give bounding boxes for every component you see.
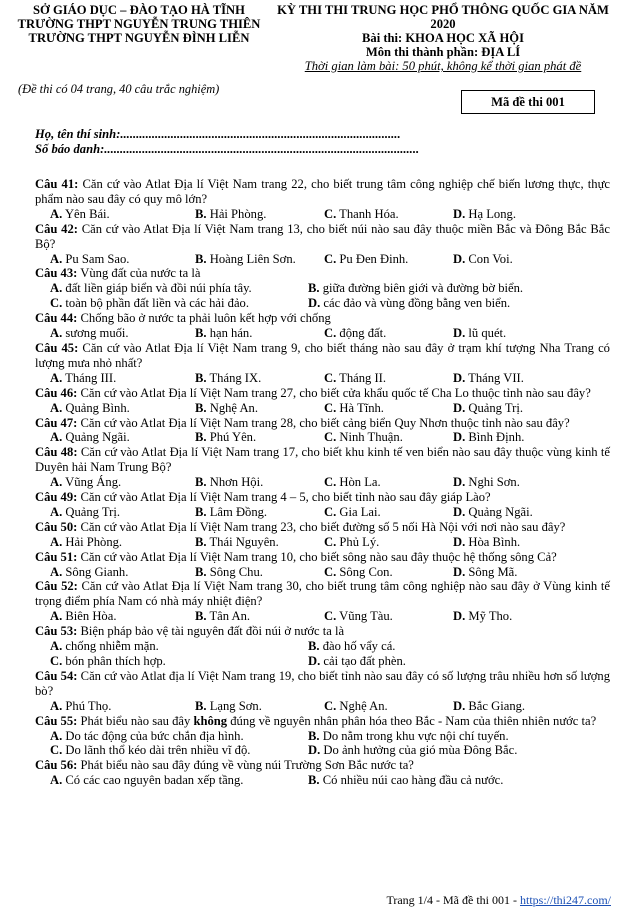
question-text: Căn cứ vào Atlat Địa lí Việt Nam trang 22, cho biết trung tâm công nghiệp chế biến lương thực, thực phẩm nào sau đây có quy mô lớn? <box>35 177 610 206</box>
answer-option[interactable] <box>50 609 195 624</box>
question-stem <box>35 222 610 252</box>
question-label: Câu 55: <box>35 713 78 728</box>
answer-options <box>35 281 610 311</box>
answer-option[interactable] <box>324 252 453 267</box>
option-text: Pu Đen Đinh. <box>339 251 409 266</box>
question-stem <box>35 177 610 207</box>
question-text: Căn cứ vào Atlat Địa lí Việt Nam trang 17, cho biết khu kinh tế ven biển nào sau đây thuộc vùng kinh tế Duyên hải Nam Trung Bộ? <box>35 445 611 475</box>
option-letter: C. <box>324 251 337 266</box>
answer-option[interactable] <box>50 639 308 654</box>
answer-option[interactable] <box>195 475 324 490</box>
answer-option[interactable] <box>50 654 308 669</box>
option-text: Nghi Sơn. <box>468 475 520 490</box>
question-label: Câu 54: <box>35 668 78 683</box>
answer-options <box>35 326 610 341</box>
question <box>35 266 610 311</box>
question-label: Câu 47: <box>35 415 78 430</box>
answer-option[interactable] <box>324 505 453 520</box>
question-stem <box>35 579 610 609</box>
answer-option[interactable] <box>453 430 603 445</box>
option-letter: D. <box>453 564 466 579</box>
answer-option[interactable] <box>195 326 324 341</box>
answer-option[interactable] <box>195 505 324 520</box>
option-letter: D. <box>453 251 466 266</box>
answer-options <box>35 699 610 714</box>
answer-option[interactable] <box>453 475 603 490</box>
question <box>35 669 610 714</box>
option-letter: B. <box>308 639 320 654</box>
answer-options <box>35 609 610 624</box>
question-text: Chống bão ở nước ta phải luôn kết hợp với chống <box>77 311 331 326</box>
answer-option[interactable] <box>50 773 308 788</box>
answer-option[interactable] <box>308 773 608 788</box>
question-text: đúng về nguyên nhân phân hóa theo Bắc - Nam của thiên nhiên nước ta? <box>227 713 597 728</box>
exam-header <box>268 3 618 73</box>
answer-options <box>35 639 610 669</box>
answer-option[interactable] <box>324 326 453 341</box>
answer-option[interactable] <box>308 729 608 744</box>
option-text: giữa đường biên giới và đường bờ biển. <box>322 281 524 296</box>
question-text: Căn cứ vào Atlat Địa lí Việt Nam trang 30, cho biết trung tâm công nghiệp nào sau đây ở Vùng kinh tế trọng điểm phía Nam có nhà máy nhiệt điện? <box>35 579 610 609</box>
school-name-1: TRƯỜNG THPT NGUYỄN TRUNG THIÊN <box>17 17 261 31</box>
question <box>35 490 610 520</box>
option-letter: B. <box>195 698 207 713</box>
answer-option[interactable] <box>453 207 603 222</box>
question-stem <box>35 386 610 401</box>
option-letter: B. <box>308 728 320 743</box>
option-text: Hòn La. <box>339 475 381 490</box>
question-stem <box>35 550 610 565</box>
question <box>35 222 610 267</box>
answer-option[interactable] <box>324 565 453 580</box>
answer-option[interactable] <box>50 505 195 520</box>
option-letter: A. <box>50 370 63 385</box>
option-text: Hải Phòng. <box>209 206 267 221</box>
option-text: Thái Nguyên. <box>209 534 279 549</box>
option-letter: B. <box>195 504 207 519</box>
question <box>35 386 610 416</box>
option-letter: C. <box>324 609 337 624</box>
answer-options <box>35 729 610 759</box>
option-text: Con Voi. <box>468 251 513 266</box>
question-stem <box>35 416 610 431</box>
option-letter: B. <box>195 564 207 579</box>
answer-options <box>35 535 610 550</box>
option-letter: A. <box>50 564 63 579</box>
exam-name: Bài thi: KHOA HỌC XÃ HỘI <box>362 31 524 45</box>
option-letter: B. <box>195 609 207 624</box>
question-stem <box>35 341 610 371</box>
option-text: chống nhiễm mặn. <box>65 639 159 654</box>
page-footer <box>386 893 611 908</box>
option-text: Tân An. <box>209 609 251 624</box>
option-text: Tháng II. <box>339 370 387 385</box>
option-text: Tháng IX. <box>209 370 262 385</box>
answer-option[interactable] <box>324 401 453 416</box>
candidate-info <box>35 127 419 157</box>
answer-option[interactable] <box>195 252 324 267</box>
option-letter: B. <box>195 430 207 445</box>
option-letter: C. <box>324 504 337 519</box>
candidate-id-line: Số báo danh:.................................................................................................... <box>35 142 420 156</box>
option-text: Hà Tĩnh. <box>339 400 384 415</box>
option-letter: C. <box>324 534 337 549</box>
question-label: Câu 49: <box>35 490 78 505</box>
option-text: Yên Bái. <box>64 206 110 221</box>
question <box>35 416 610 446</box>
option-letter: C. <box>324 564 337 579</box>
question-text: Biện pháp bảo vệ tài nguyên đất đồi núi ở nước ta là <box>77 624 345 639</box>
answer-option[interactable] <box>195 565 324 580</box>
answer-option[interactable] <box>324 371 453 386</box>
question-text: Phát biểu nào sau đây <box>77 713 194 728</box>
question-label: Câu 52: <box>35 579 78 594</box>
option-text: Phú Yên. <box>209 430 257 445</box>
answer-option[interactable] <box>453 252 603 267</box>
answer-option[interactable] <box>453 609 603 624</box>
question-text: Căn cứ vào Atlat Địa lí Việt Nam trang 10, cho biết sông nào sau đây thuộc hệ thống sông Cả? <box>77 549 557 564</box>
school-header <box>8 3 270 45</box>
option-letter: C. <box>324 400 337 415</box>
option-text: Hải Phòng. <box>65 534 123 549</box>
option-text: đào hố vẩy cá. <box>322 639 396 654</box>
answer-option[interactable] <box>453 699 603 714</box>
question-text: Vùng đất của nước ta là <box>77 266 201 281</box>
answer-options <box>35 565 610 580</box>
option-letter: A. <box>50 534 63 549</box>
answer-option[interactable] <box>453 371 603 386</box>
answer-option[interactable] <box>50 565 195 580</box>
question-stem <box>35 445 610 475</box>
option-text: Quảng Trị. <box>65 504 120 519</box>
question <box>35 520 610 550</box>
answer-options <box>35 207 610 222</box>
answer-option[interactable] <box>50 371 195 386</box>
answer-option[interactable] <box>324 207 453 222</box>
option-text: Bình Định. <box>468 430 525 445</box>
question-label: Câu 45: <box>35 340 79 355</box>
option-text: các đảo và vùng đồng bằng ven biển. <box>323 296 511 311</box>
answer-option[interactable] <box>308 296 608 311</box>
answer-option[interactable] <box>50 207 195 222</box>
option-text: đất liền giáp biển và đồi núi phía tây. <box>65 281 252 296</box>
answer-option[interactable] <box>50 430 195 445</box>
answer-option[interactable] <box>195 535 324 550</box>
option-text: bón phân thích hợp. <box>65 654 166 668</box>
option-text: Hoàng Liên Sơn. <box>209 251 296 266</box>
option-text: Nhơn Hội. <box>209 475 264 490</box>
answer-option[interactable] <box>195 430 324 445</box>
question <box>35 624 610 669</box>
option-letter: D. <box>453 475 466 490</box>
option-text: Pu Sam Sao. <box>65 251 130 266</box>
question-label: Câu 44: <box>35 311 78 326</box>
option-letter: C. <box>324 430 337 445</box>
option-letter: B. <box>195 370 207 385</box>
question-text: Căn cứ vào Atlat Địa lí Việt Nam trang 4 – 5, cho biết tỉnh nào sau đây giáp Lào? <box>77 490 491 505</box>
option-text: cải tạo đất phèn. <box>323 654 406 668</box>
option-letter: C. <box>324 475 337 490</box>
answer-option[interactable] <box>50 729 308 744</box>
question-text: Căn cứ vào Atlat Địa lí Việt Nam trang 23, cho biết đường số 5 nối Hà Nội với nơi nào sau đây? <box>77 519 566 534</box>
answer-option[interactable] <box>324 430 453 445</box>
option-text: Sông Mã. <box>468 564 518 579</box>
option-letter: A. <box>50 281 63 296</box>
option-text: Do nằm trong khu vực nội chí tuyến. <box>322 728 509 743</box>
answer-option[interactable] <box>324 475 453 490</box>
option-text: Quảng Ngãi. <box>65 430 130 445</box>
question-stem <box>35 714 610 729</box>
option-text: Mỹ Tho. <box>468 609 513 624</box>
question <box>35 579 610 624</box>
question <box>35 550 610 580</box>
option-letter: B. <box>195 475 207 490</box>
option-letter: C. <box>324 370 337 385</box>
option-text: Quảng Ngãi. <box>468 504 533 519</box>
option-letter: C. <box>324 698 337 713</box>
option-letter: D. <box>453 430 466 445</box>
option-text: Nghệ An. <box>339 698 388 713</box>
exam-note: (Đề thi có 04 trang, 40 câu trắc nghiệm) <box>18 82 220 96</box>
question-label: Câu 56: <box>35 758 78 773</box>
question-label: Câu 53: <box>35 624 78 639</box>
option-letter: A. <box>50 251 63 266</box>
option-letter: D. <box>308 296 321 311</box>
option-letter: D. <box>453 504 466 519</box>
option-text: toàn bộ phần đất liền và các hải đảo. <box>65 296 249 311</box>
question-text: Căn cứ vào Atlat địa lí Việt Nam trang 19, cho biết tỉnh nào sau đây có số lượng trâu nhiều hơn số lượng bò? <box>35 668 610 698</box>
option-text: Do ảnh hưởng của gió mùa Đông Bắc. <box>323 743 518 758</box>
option-letter: A. <box>50 430 63 445</box>
question-list <box>35 177 610 788</box>
option-letter: D. <box>453 400 466 415</box>
question-stem <box>35 520 610 535</box>
option-text: Sông Chu. <box>209 564 263 579</box>
answer-option[interactable] <box>453 505 603 520</box>
answer-option[interactable] <box>50 252 195 267</box>
candidate-name-line: Họ, tên thí sinh:......................................................................................... <box>35 127 401 141</box>
question-label: Câu 42: <box>35 221 78 236</box>
question <box>35 311 610 341</box>
question-stem <box>35 266 610 281</box>
answer-option[interactable] <box>195 371 324 386</box>
option-letter: D. <box>453 698 466 713</box>
option-letter: A. <box>50 400 63 415</box>
answer-option[interactable] <box>308 743 608 758</box>
option-letter: A. <box>50 326 63 341</box>
answer-option[interactable] <box>324 699 453 714</box>
option-letter: D. <box>308 743 321 758</box>
answer-option[interactable] <box>50 401 195 416</box>
option-letter: D. <box>308 654 321 668</box>
option-letter: B. <box>308 773 320 788</box>
option-text: Sông Con. <box>339 564 393 579</box>
answer-option[interactable] <box>308 281 608 296</box>
option-text: Tháng III. <box>65 370 117 385</box>
answer-option[interactable] <box>50 475 195 490</box>
answer-option[interactable] <box>50 699 195 714</box>
option-letter: C. <box>324 326 337 341</box>
answer-option[interactable] <box>308 654 608 669</box>
exam-code-box: Mã đề thi 001 <box>461 90 595 114</box>
question-stem <box>35 624 610 639</box>
option-text: Tháng VII. <box>468 370 524 385</box>
option-text: Có các cao nguyên badan xếp tầng. <box>65 773 244 788</box>
question-label: Câu 48: <box>35 445 78 460</box>
option-text: hạn hán. <box>209 326 253 341</box>
answer-option[interactable] <box>453 326 603 341</box>
answer-option[interactable] <box>50 326 195 341</box>
option-text: Lạng Sơn. <box>209 698 262 713</box>
option-letter: C. <box>324 206 337 221</box>
question-stem <box>35 490 610 505</box>
option-text: Nghệ An. <box>209 400 258 415</box>
option-letter: A. <box>50 698 63 713</box>
option-text: Thanh Hóa. <box>339 206 399 221</box>
option-text: Gia Lai. <box>339 504 381 519</box>
option-text: Lâm Đồng. <box>209 504 268 519</box>
option-text: Do tác động của bức chắn địa hình. <box>65 728 244 743</box>
option-letter: A. <box>50 504 63 519</box>
option-letter: D. <box>453 609 466 624</box>
answer-option[interactable] <box>195 401 324 416</box>
answer-option[interactable] <box>453 565 603 580</box>
option-text: Hòa Bình. <box>468 534 521 549</box>
answer-option[interactable] <box>453 401 603 416</box>
question <box>35 714 610 759</box>
answer-option[interactable] <box>324 609 453 624</box>
option-letter: A. <box>50 475 63 490</box>
answer-option[interactable] <box>50 296 308 311</box>
option-text: Vũng Áng. <box>65 475 122 490</box>
option-text: Phủ Lý. <box>339 534 380 549</box>
question-stem <box>35 669 610 699</box>
question <box>35 758 610 788</box>
option-text: Quảng Bình. <box>65 400 130 415</box>
exam-subject: Môn thi thành phần: ĐỊA LÍ <box>365 45 521 59</box>
department-name: SỞ GIÁO DỤC – ĐÀO TẠO HÀ TĨNH <box>33 3 245 17</box>
option-text: Phú Thọ. <box>65 698 112 713</box>
option-letter: B. <box>195 326 207 341</box>
answer-options <box>35 401 610 416</box>
answer-options <box>35 371 610 386</box>
answer-options <box>35 475 610 490</box>
option-text: lũ quét. <box>468 326 507 341</box>
question-emphasis: không <box>193 713 228 728</box>
footer-link[interactable]: https://thi247.com/ <box>519 893 611 907</box>
question-label: Câu 46: <box>35 385 78 400</box>
question-text: Căn cứ vào Atlat Địa lí Việt Nam trang 28, cho biết cảng biển Quy Nhơn thuộc tỉnh nào sau đây? <box>77 415 570 430</box>
option-text: Ninh Thuận. <box>339 430 403 445</box>
option-letter: D. <box>453 326 466 341</box>
option-letter: D. <box>453 370 466 385</box>
question-label: Câu 43: <box>35 266 78 281</box>
option-letter: D. <box>453 206 466 221</box>
answer-options <box>35 430 610 445</box>
question <box>35 445 610 490</box>
question-label: Câu 51: <box>35 549 78 564</box>
option-letter: A. <box>50 728 63 743</box>
answer-option[interactable] <box>195 609 324 624</box>
answer-option[interactable] <box>50 281 308 296</box>
question-label: Câu 50: <box>35 519 78 534</box>
option-text: Sông Gianh. <box>65 564 129 579</box>
option-letter: C. <box>50 654 63 668</box>
option-letter: C. <box>50 743 63 758</box>
option-text: Hạ Long. <box>468 206 516 221</box>
answer-option[interactable] <box>195 207 324 222</box>
answer-option[interactable] <box>50 743 308 758</box>
option-text: Vũng Tàu. <box>339 609 393 624</box>
option-text: sương muối. <box>65 326 129 341</box>
question <box>35 341 610 386</box>
option-letter: B. <box>195 400 207 415</box>
option-text: Có nhiều núi cao hàng đầu cả nước. <box>322 773 504 788</box>
question-text: Phát biểu nào sau đây đúng về vùng núi Trường Sơn Bắc nước ta? <box>77 758 414 773</box>
option-letter: A. <box>50 206 63 221</box>
question-text: Căn cứ vào Atlat Địa lí Việt Nam trang 9, cho biết tháng nào sau đây ở trạm khí tượng Nha Trang có lượng mưa nhỏ nhất? <box>35 340 610 370</box>
option-text: Do lãnh thổ kéo dài trên nhiều vĩ độ. <box>65 743 251 758</box>
answer-options <box>35 773 610 788</box>
question-label: Câu 41: <box>35 177 79 191</box>
option-letter: A. <box>50 773 63 788</box>
question <box>35 177 610 222</box>
option-letter: D. <box>453 534 466 549</box>
option-letter: B. <box>308 281 320 296</box>
answer-option[interactable] <box>453 535 603 550</box>
answer-option[interactable] <box>324 535 453 550</box>
option-text: Biên Hòa. <box>65 609 117 624</box>
option-letter: A. <box>50 639 63 654</box>
question-stem <box>35 311 610 326</box>
option-letter: C. <box>50 296 63 311</box>
answer-option[interactable] <box>50 535 195 550</box>
option-letter: B. <box>195 206 207 221</box>
answer-option[interactable] <box>195 699 324 714</box>
question-stem <box>35 758 610 773</box>
option-letter: A. <box>50 609 63 624</box>
option-text: động đất. <box>339 326 387 341</box>
school-name-2: TRƯỜNG THPT NGUYỄN ĐÌNH LIỄN <box>28 31 250 45</box>
answer-options <box>35 505 610 520</box>
exam-time: Thời gian làm bài: 50 phút, không kể thời gian phát đề <box>304 59 582 73</box>
footer-text: Trang 1/4 - Mã đề thi 001 - <box>386 893 520 907</box>
question-text: Căn cứ vào Atlat Địa lí Việt Nam trang 27, cho biết cửa khẩu quốc tế Cha Lo thuộc tỉnh nào sau đây? <box>77 385 591 400</box>
exam-title: KỲ THI THI TRUNG HỌC PHỔ THÔNG QUỐC GIA NĂM 2020 <box>277 3 609 31</box>
option-letter: B. <box>195 251 207 266</box>
question-text: Căn cứ vào Atlat Địa lí Việt Nam trang 13, cho biết núi nào sau đây thuộc miền Bắc và Đông Bắc Bắc Bộ? <box>35 221 610 251</box>
option-text: Bắc Giang. <box>468 698 526 713</box>
option-text: Quảng Trị. <box>468 400 523 415</box>
option-letter: B. <box>195 534 207 549</box>
answer-option[interactable] <box>308 639 608 654</box>
answer-options <box>35 252 610 267</box>
